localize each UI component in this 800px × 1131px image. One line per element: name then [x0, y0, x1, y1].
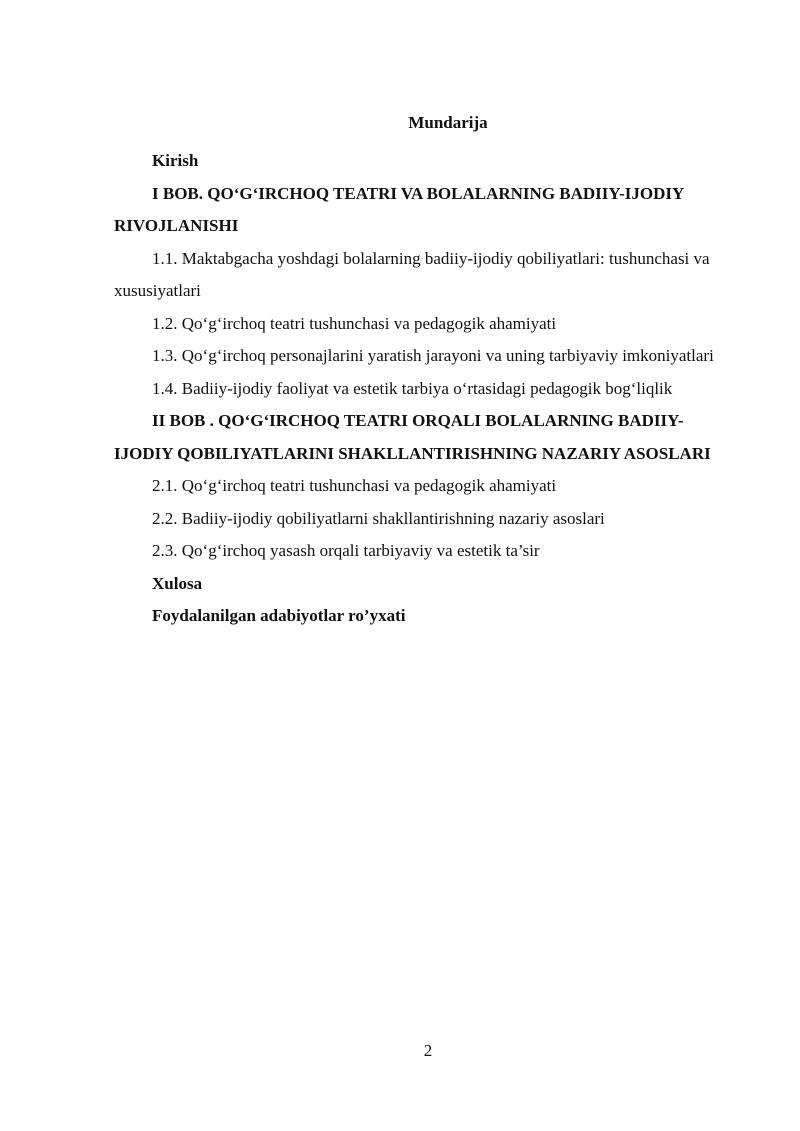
toc-entry-section-2-1: 2.1. Qo‘g‘irchoq teatri tushunchasi va pedagogik ahamiyati — [152, 476, 557, 495]
toc-entry-references: Foydalanilgan adabiyotlar ro’yxati — [152, 606, 406, 625]
page-number: 2 — [423, 1041, 433, 1060]
toc-entry-section-1-3: 1.3. Qo‘g‘irchoq personajlarini yaratish jarayoni va uning tarbiyaviy imkoniyatlari — [152, 346, 714, 365]
toc-entry-section-2-2: 2.2. Badiiy-ijodiy qobiliyatlarni shakllantirishning nazariy asoslari — [152, 508, 605, 528]
toc-entry-conclusion: Xulosa — [152, 573, 203, 593]
toc-entry-section-2-3: 2.3. Qo‘g‘irchoq yasash orqali tarbiyaviy va estetik ta’sir — [152, 541, 540, 560]
toc-entry-introduction: Kirish — [152, 151, 199, 170]
toc-entry-chapter-2: II BOB . QO‘G‘IRCHOQ TEATRI ORQALI BOLALARNING BADIIY-IJODIY QOBILIYATLARINI SHAKLLANTIRISHNING NAZARIY ASOSLARI — [114, 411, 711, 463]
toc-entry-section-1-4: 1.4. Badiiy-ijodiy faoliyat va estetik tarbiya o‘rtasidagi pedagogik bog‘liqlik — [152, 378, 673, 398]
toc-entry-chapter-1: I BOB. QO‘G‘IRCHOQ TEATRI VA BOLALARNING BADIIY-IJODIY RIVOJLANISHI — [114, 183, 684, 235]
table-of-contents — [114, 145, 734, 633]
page-title: Mundarija — [408, 113, 488, 132]
toc-entry-section-1-2: 1.2. Qo‘g‘irchoq teatri tushunchasi va pedagogik ahamiyati — [152, 313, 557, 333]
toc-entry-section-1-1: 1.1. Maktabgacha yoshdagi bolalarning badiiy-ijodiy qobiliyatlari: tushunchasi va xususiyatlari — [114, 248, 710, 300]
